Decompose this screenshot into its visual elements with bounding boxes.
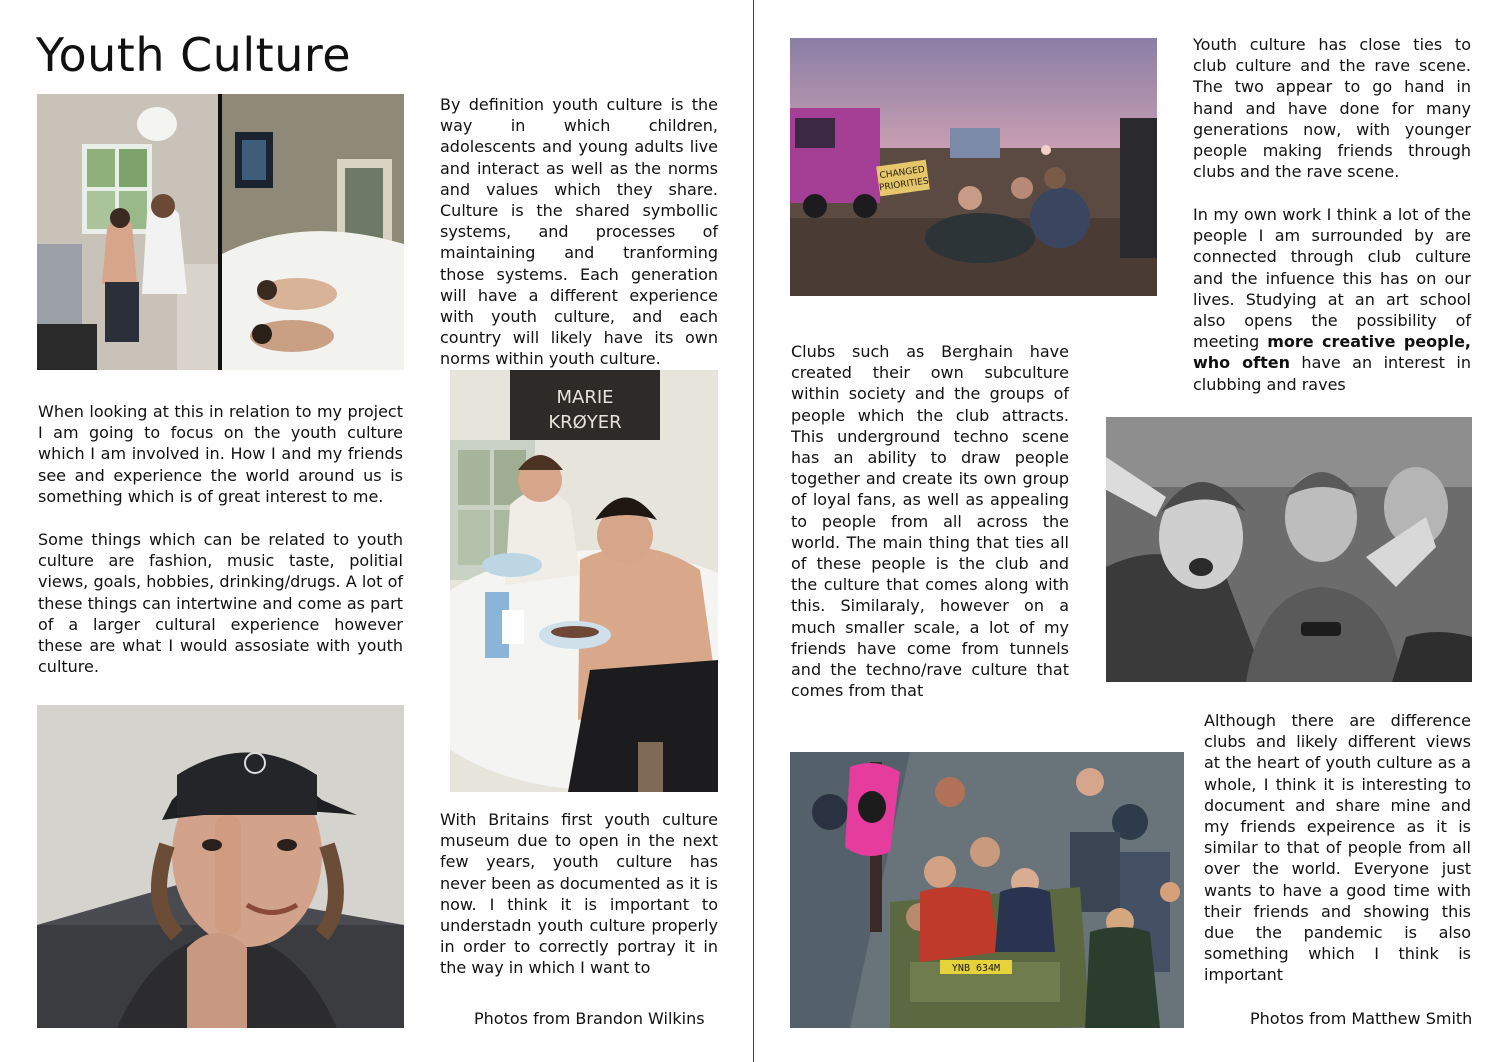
own-work-text-a: In my own work I think a lot of the people I am surrounded by are connected through club culture and the infuence this has on our lives. Studying at an art school also opens the possibility of meeting <box>1193 205 1471 352</box>
related-things-paragraph: Some things which can be related to youth culture are fashion, music taste, politial views, goals, hobbies, drinking/drugs. A lot of these things can intertwine and come as part of a larger cultural experience however these are what I would assosiate with youth culture. <box>38 530 403 677</box>
sign-text-1: CHANGED <box>879 164 926 182</box>
sunset-rave-photo <box>790 38 1157 296</box>
intro-paragraph: By definition youth culture is the way in which children, adolescents and young adults live and interact as well as the norms and values which they share. Culture is the shared symbollic systems, and processes of maintaining and tranforming those systems. Each generation will have a different experience with youth culture, and each country will likely have its own norms within youth culture. <box>440 95 718 369</box>
breakfast-photo <box>450 370 718 792</box>
difference-paragraph: Although there are difference clubs and likely different views at the heart of youth culture as a whole, I think it is interesting to document and share mine and my friends expeirence as it is similar to that of people from all over the world. Everyone just wants to have a good time with their friends and showing this due the pandemic is also something which I think is important <box>1204 711 1471 985</box>
own-work-paragraph <box>1193 204 1471 395</box>
portrait-photo <box>37 705 404 1028</box>
club-ties-paragraph: Youth culture has close ties to club culture and the rave scene. The two appear to go hand in hand and have done for many generations now, with younger people making friends through clubs and the rave scene. <box>1193 35 1471 182</box>
sign-text-2: PRIORITIES <box>878 176 930 194</box>
page-title: Youth Culture <box>36 28 352 82</box>
berghain-paragraph: Clubs such as Berghain have created their own subculture within society and the groups of people which the club attracts. This underground techno scene has an ability to draw people together and create its own group of loyal fans, as well as appealing to people from all across the world. The main thing that ties all of these people is the club and the culture that comes along with this. Similaraly, however on a much smaller scale, a lot of my friends have come from tunnels and the techno/rave culture that comes from that <box>791 342 1069 701</box>
museum-paragraph: With Britains first youth culture museum due to open in the next few years, youth culture has never been as documented as it is now. I think it is important to understadn youth culture properly in order to correctly portray it in the way in which I want to <box>440 810 718 978</box>
page-divider <box>753 0 754 1062</box>
crowd-bw-photo <box>1106 417 1472 682</box>
plate-text: YNB 634M <box>951 963 1001 974</box>
own-work-text-b: have an interest in clubbing and raves <box>1193 353 1472 394</box>
project-focus-paragraph: When looking at this in relation to my project I am going to focus on the youth culture which I am involved in. How I and my friends see and experience the world around us is something which is of great interest to me. <box>38 402 403 506</box>
right-photo-credit: Photos from Matthew Smith <box>1250 1009 1473 1028</box>
street-rave-photo <box>790 752 1184 1028</box>
left-photo-credit: Photos from Brandon Wilkins <box>474 1009 705 1028</box>
own-work-text-bold: more creative people, who often <box>1193 332 1471 373</box>
poster-text-1: MARIE <box>556 387 614 408</box>
kitchen-bedroom-photo <box>37 94 404 370</box>
poster-text-2: KRØYER <box>548 412 622 433</box>
